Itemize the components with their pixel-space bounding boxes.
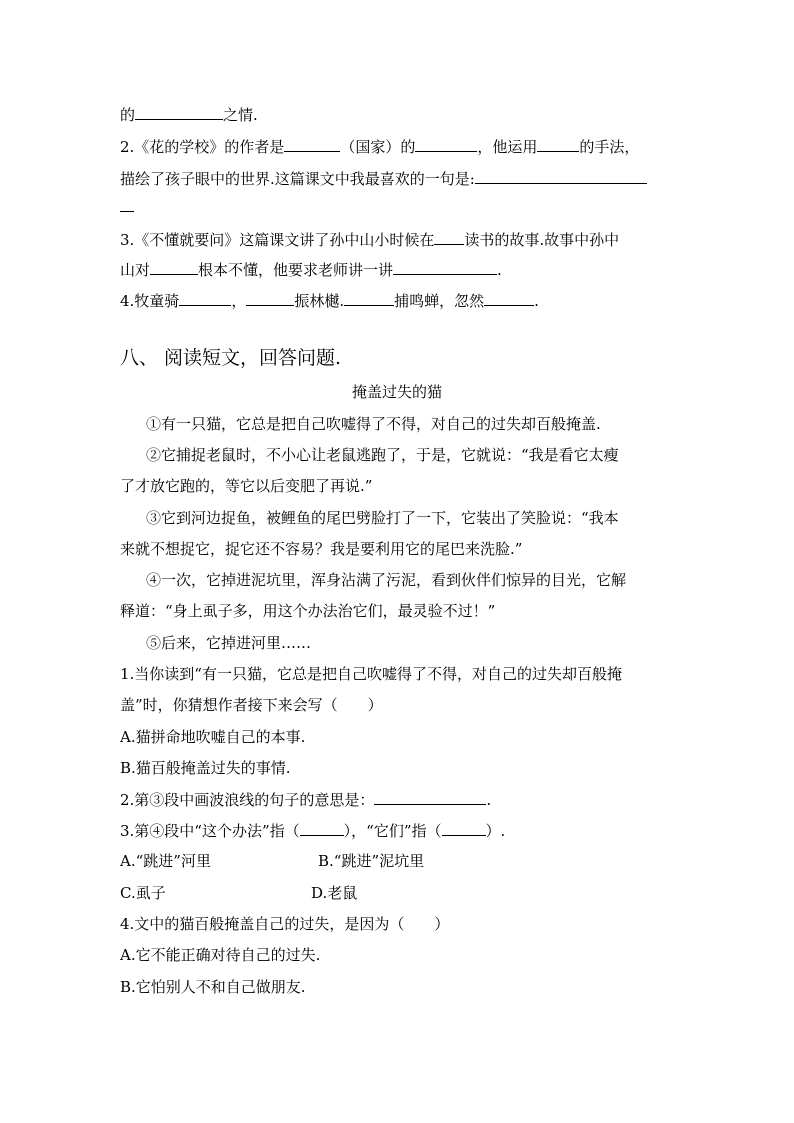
question-2: 2.《花的学校》的作者是 （国家）的 ，他运用 的手法， xyxy=(120,138,640,156)
question-2-line-3 xyxy=(120,196,134,217)
passage-paragraph-4: ④一次，它掉进泥坑里，浑身沾满了污泥，看到伙伴们惊异的目光，它解 xyxy=(146,571,627,589)
blank[interactable] xyxy=(475,168,647,184)
reading-question-1-cont: 盖”时，你猜想作者接下来会写（ ） xyxy=(120,696,383,714)
passage-paragraph-1: ①有一只猫，它总是把自己吹嘘得了不得，对自己的过失却百般掩盖. xyxy=(146,415,601,433)
passage-paragraph-4-cont: 释道：“身上虱子多，用这个办法治它们，最灵验不过！” xyxy=(120,602,496,620)
question-2-line-2: 描绘了孩子眼中的世界.这篇课文中我最喜欢的一句是: xyxy=(120,168,647,189)
section-heading: 八、 阅读短文，回答问题. xyxy=(120,347,342,369)
question-4: 4.牧童骑 ， 振林樾. 捕鸣蝉，忽然 . xyxy=(120,292,539,310)
option-a[interactable]: A.“跳进”河里 xyxy=(120,852,211,870)
passage-paragraph-2: ②它捕捉老鼠时，不小心让老鼠逃跑了，于是，它就说：“我是看它太瘦 xyxy=(146,446,619,464)
reading-question-4: 4.文中的猫百般掩盖自己的过失，是因为（ ） xyxy=(120,915,450,933)
fill-line-1: 的 之情. xyxy=(120,106,258,124)
blank[interactable] xyxy=(415,136,477,152)
blank[interactable] xyxy=(246,290,294,306)
blank[interactable] xyxy=(179,290,231,306)
question-3-line-2: 山对 根本不懂，他要求老师讲一讲 . xyxy=(120,261,502,279)
blank[interactable] xyxy=(434,229,464,245)
passage-paragraph-5: ⑤后来，它掉进河里…… xyxy=(146,634,312,652)
blank[interactable] xyxy=(484,290,534,306)
passage-paragraph-2-cont: 了才放它跑的，等它以后变肥了再说.” xyxy=(120,477,373,495)
blank[interactable] xyxy=(300,820,344,836)
question-3: 3.《不懂就要问》这篇课文讲了孙中山小时候在 读书的故事.故事中孙中 xyxy=(120,231,620,249)
blank[interactable] xyxy=(284,136,340,152)
passage-paragraph-3: ③它到河边捉鱼，被鲤鱼的尾巴劈脸打了一下，它装出了笑脸说：“我本 xyxy=(146,509,619,527)
passage-title: 掩盖过失的猫 xyxy=(351,383,442,401)
blank[interactable] xyxy=(393,259,497,275)
passage-paragraph-3-cont: 来就不想捉它，捉它还不容易？我是要利用它的尾巴来洗脸.” xyxy=(120,540,523,558)
option-a[interactable]: A.它不能正确对待自己的过失. xyxy=(120,946,321,964)
option-b[interactable]: B.猫百般掩盖过失的事情. xyxy=(120,759,291,777)
option-a[interactable]: A.猫拼命地吹嘘自己的本事. xyxy=(120,728,306,746)
option-b[interactable]: B.它怕别人不和自己做朋友. xyxy=(120,978,306,996)
blank[interactable] xyxy=(150,259,198,275)
blank[interactable] xyxy=(344,290,394,306)
reading-question-1: 1.当你读到“有一只猫，它总是把自己吹嘘得了不得，对自己的过失却百般掩 xyxy=(120,665,622,683)
option-b[interactable]: B.“跳进”泥坑里 xyxy=(318,852,425,870)
blank[interactable] xyxy=(537,136,579,152)
reading-question-3: 3.第④段中“这个办法”指（ ），“它们”指（ ）. xyxy=(120,822,506,840)
blank[interactable] xyxy=(135,104,223,120)
blank[interactable] xyxy=(120,196,134,212)
blank[interactable] xyxy=(374,789,486,805)
reading-question-2: 2.第③段中画波浪线的句子的意思是： . xyxy=(120,791,492,809)
blank[interactable] xyxy=(442,820,486,836)
option-d[interactable]: D.老鼠 xyxy=(311,884,358,902)
option-c[interactable]: C.虱子 xyxy=(120,884,166,902)
